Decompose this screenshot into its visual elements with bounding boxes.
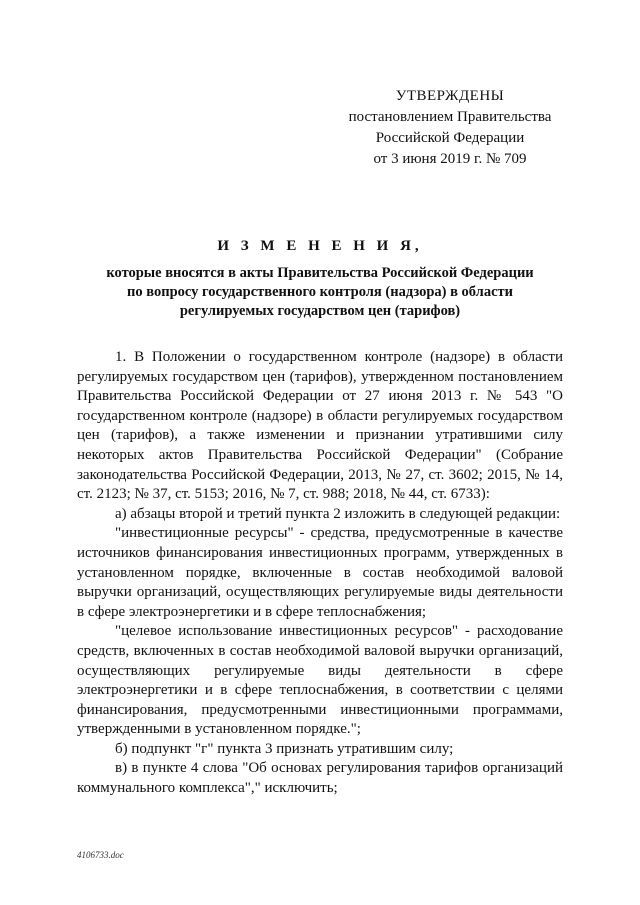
approval-line-2: Российской Федерации: [375, 130, 525, 146]
paragraph-5: б) подпункт "г" пункта 3 признать утратившим силу;: [115, 740, 454, 757]
approval-line-1: постановлением Правительства: [348, 109, 552, 125]
document-subtitle-line-2: по вопросу государственного контроля (надзора) в области: [127, 284, 513, 300]
document-subtitle-line-3: регулируемых государством цен (тарифов): [179, 303, 461, 319]
paragraph-4: "целевое использование инвестиционных ресурсов" - расходование средств, включенных в состав необходимой валовой выручки организаций, осуществляющих регулируемые виды деятельности в сфере электроэнергетики и в сфере теплоснабжения, в соответствии с целями финансирования, предусмотренными инвестиционными программами, утвержденными в установленном порядке.";: [77, 623, 563, 738]
paragraph-6: в) в пункте 4 слова "Об основах регулирования тарифов организаций коммунального комплекса"," исключить;: [77, 760, 563, 797]
approval-line-3: от 3 июня 2019 г. № 709: [373, 151, 527, 167]
document-subtitle-line-1: которые вносятся в акты Правительства Российской Федерации: [106, 265, 534, 281]
document-title: И З М Е Н Е Н И Я,: [217, 238, 423, 254]
paragraph-2: а) абзацы второй и третий пункта 2 изложить в следующей редакции:: [115, 505, 561, 522]
paragraph-1: 1. В Положении о государственном контроле (надзоре) в области регулируемых государством цен (тарифов), утвержденном постановлением Правительства Российской Федерации от 27 июня 2013 г. № 543 "О государственном контроле (надзоре) в области регулируемых государством цен (тарифов), а также изменении и признании утратившими силу некоторых актов Правительства Российской Федерации" (Собрание законодательства Российской Федерации, 2013, № 27, ст. 3602; 2015, № 14, ст. 2123; № 37, ст. 5153; 2016, № 7, ст. 988; 2018, № 44, ст. 6733):: [77, 349, 563, 503]
approval-stamp: [340, 86, 560, 170]
document-title-block: [70, 236, 570, 321]
document-body: [77, 348, 563, 799]
approval-heading: УТВЕРЖДЕНЫ: [395, 88, 505, 104]
file-reference: 4106733.doc: [77, 850, 124, 860]
paragraph-3: "инвестиционные ресурсы" - средства, предусмотренные в качестве источников финансирования инвестиционных программ, утвержденных в установленном порядке, включенные в состав необходимой валовой выручки организаций, осуществляющих регулируемые виды деятельности в сфере электроэнергетики и в сфере теплоснабжения;: [77, 525, 563, 620]
